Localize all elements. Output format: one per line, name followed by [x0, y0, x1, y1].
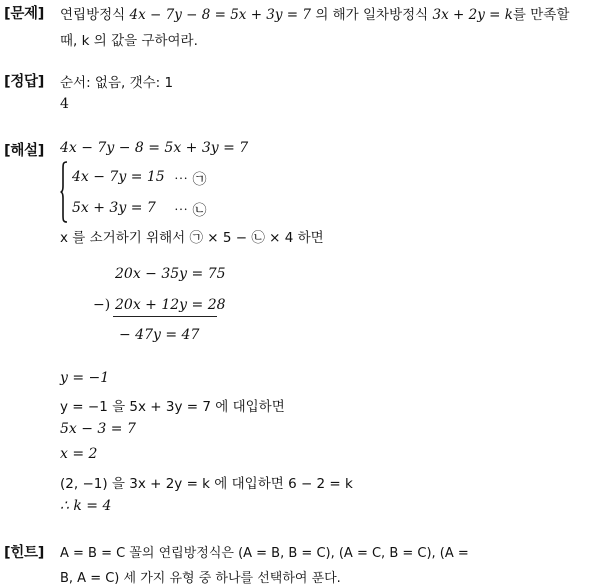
elimination-step: x 를 소거하기 위해서 ㉠ × 5 − ㉡ × 4 하면 [60, 230, 324, 246]
problem-line-1 [60, 3, 569, 23]
hint-tag: [힌트] [4, 545, 45, 561]
problem-line-2: 때, k 의 값을 구하여라. [60, 33, 198, 49]
solution-tag: [해설] [4, 143, 45, 159]
problem-text-pre: 연립방정식 [60, 7, 126, 23]
answer-tag: [정답] [4, 74, 45, 90]
answer-meta: 순서: 없음, 갯수: 1 [60, 75, 174, 91]
result-line-1: y = −1 [60, 370, 110, 386]
problem-equation: 4x − 7y − 8 = 5x + 3y = 7 [129, 7, 312, 23]
calc-minus-sign: −) [93, 297, 111, 313]
system-equation-1: 4x − 7y = 15 [72, 169, 165, 185]
result-line-4: x = 2 [60, 446, 98, 462]
answer-value: 4 [60, 96, 69, 112]
problem-equation-2: 3x + 2y = k [432, 7, 513, 23]
result-line-5: (2, −1) 을 3x + 2y = k 에 대입하면 6 − 2 = k [60, 476, 353, 492]
hint-line-1: A = B = C 꼴의 연립방정식은 (A = B, B = C), (A = C, B = C), (A = [60, 546, 469, 561]
hint-line-2: B, A = C) 세 가지 유형 중 하나를 선택하여 푼다. [60, 571, 341, 586]
result-line-3: 5x − 3 = 7 [60, 421, 136, 437]
calc-line-2: 20x + 12y = 28 [115, 297, 226, 313]
result-line-2: y = −1 을 5x + 3y = 7 에 대입하면 [60, 399, 285, 415]
problem-text-post: 를 만족할 [512, 7, 570, 23]
calc-line-1: 20x − 35y = 75 [115, 266, 226, 282]
system-mark-1: ⋯ ㉠ [174, 172, 207, 188]
system-mark-2: ⋯ ㉡ [174, 203, 207, 219]
calc-underline [113, 316, 217, 317]
solution-equation: 4x − 7y − 8 = 5x + 3y = 7 [60, 140, 249, 156]
problem-tag: [문제] [4, 6, 45, 22]
result-line-6: ∴ k = 4 [60, 498, 112, 514]
problem-text-mid: 의 해가 일차방정식 [315, 7, 429, 23]
system-brace [60, 161, 68, 223]
calc-line-3: − 47y = 47 [119, 327, 200, 343]
system-equation-2: 5x + 3y = 7 [72, 200, 156, 216]
